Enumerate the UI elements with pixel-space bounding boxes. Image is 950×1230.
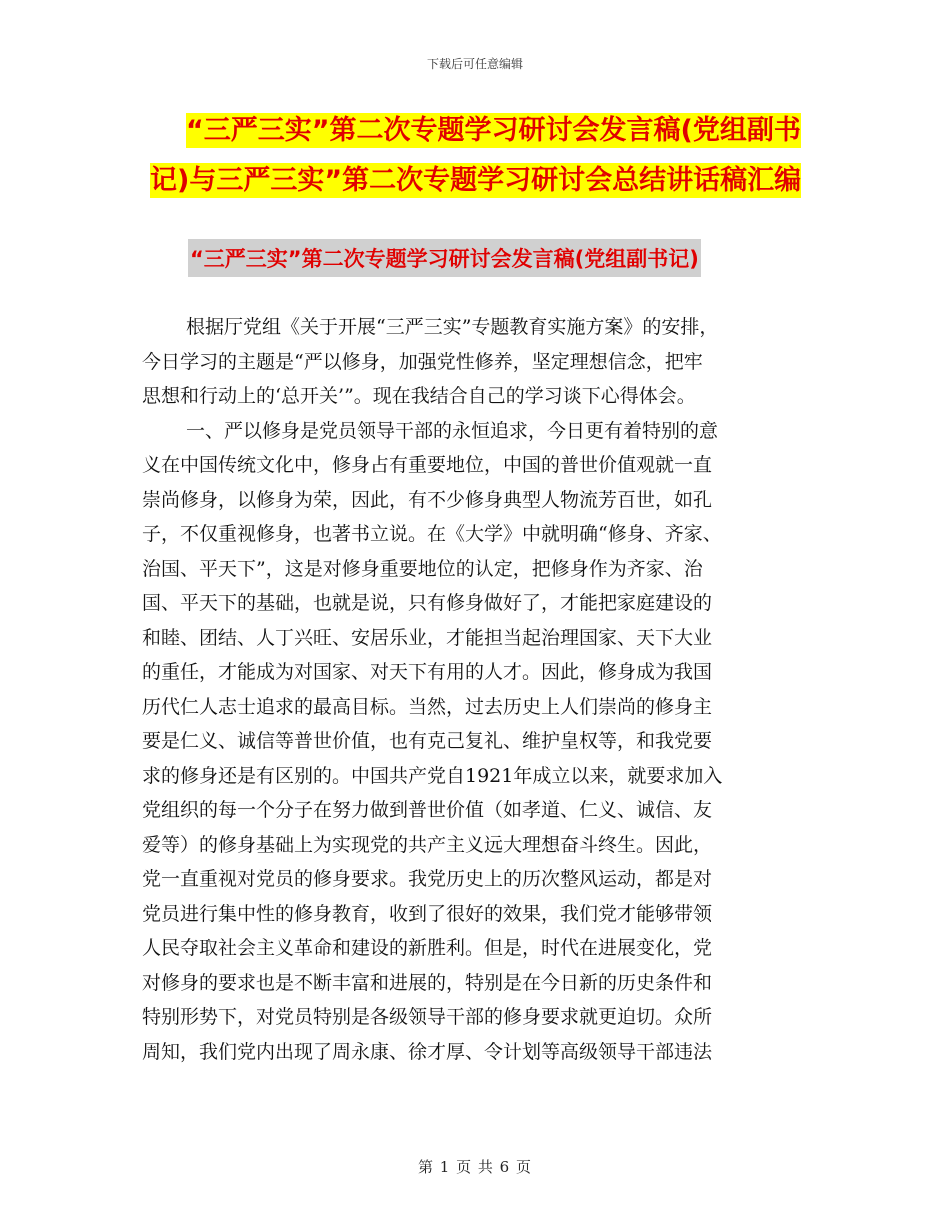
body-line: 思想和行动上的‘总开关’”。现在我结合自己的学习谈下心得体会。 — [142, 385, 696, 407]
body-line: 一、严以修身是党员领导干部的永恒追求，今日更有着特别的意 — [186, 419, 719, 442]
title-line-2-text: 记)与三严三实”第二次专题学习研讨会总结讲话稿汇编 — [150, 165, 802, 196]
body-line: 党组织的每一个分子在努力做到普世价值（如孝道、仁义、诚信、友 — [142, 799, 713, 821]
document-title — [150, 106, 820, 206]
title-line-1 — [150, 106, 820, 156]
body-line: 要是仁义、诚信等普世价值，也有克己复礼、维护皇权等，和我党要 — [142, 730, 713, 752]
body-line: 的重任，才能成为对国家、对天下有用的人才。因此，修身成为我国 — [142, 661, 713, 683]
section-subtitle: “三严三实”第二次专题学习研讨会发言稿(党组副书记) — [188, 239, 701, 277]
body-line: 对修身的要求也是不断丰富和进展的，特别是在今日新的历史条件和 — [142, 971, 713, 994]
body-line: 特别形势下，对党员特别是各级领导干部的修身要求就更迫切。众所 — [142, 1006, 713, 1028]
body-line: 人民夺取社会主义革命和建设的新胜利。但是，时代在进展变化，党 — [142, 937, 713, 959]
page-footer: 第 1 页 共 6 页 — [418, 1158, 532, 1176]
title-line-1-text: “三严三实”第二次专题学习研讨会发言稿(党组副书 — [186, 115, 801, 146]
header-note: 下载后可任意编辑 — [426, 57, 523, 71]
body-line: 历代仁人志士追求的最高目标。当然，过去历史上人们崇尚的修身主 — [142, 695, 713, 718]
body-line: 崇尚修身，以修身为荣，因此，有不少修身典型人物流芳百世，如孔 — [142, 488, 713, 511]
body-line: 今日学习的主题是“严以修身，加强党性修养，坚定理想信念，把牢 — [142, 350, 703, 373]
body-text — [142, 310, 802, 1069]
body-line: 党员进行集中性的修身教育，收到了很好的效果，我们党才能够带领 — [142, 902, 713, 925]
body-line: 根据厅党组《关于开展“三严三实”专题教育实施方案》的安排， — [186, 316, 719, 338]
body-line: 和睦、团结、人丁兴旺、安居乐业，才能担当起治理国家、天下大业 — [142, 626, 713, 649]
body-line: 国、平天下的基础，也就是说，只有修身做好了，才能把家庭建设的 — [142, 592, 713, 614]
body-line: 党一直重视对党员的修身要求。我党历史上的历次整风运动，都是对 — [142, 868, 713, 890]
title-line-2 — [150, 156, 820, 206]
body-line: 周知，我们党内出现了周永康、徐才厚、令计划等高级领导干部违法 — [142, 1040, 713, 1063]
body-line: 爱等）的修身基础上为实现党的共产主义远大理想奋斗终生。因此， — [142, 833, 713, 856]
body-line: 义在中国传统文化中，修身占有重要地位，中国的普世价值观就一直 — [142, 454, 713, 476]
body-line: 子，不仅重视修身，也著书立说。在《大学》中就明确“修身、齐家、 — [142, 523, 722, 545]
body-line: 求的修身还是有区别的。中国共产党自1921年成立以来，就要求加入 — [142, 764, 723, 787]
body-line: 治国、平天下”，这是对修身重要地位的认定，把修身作为齐家、治 — [142, 557, 703, 580]
